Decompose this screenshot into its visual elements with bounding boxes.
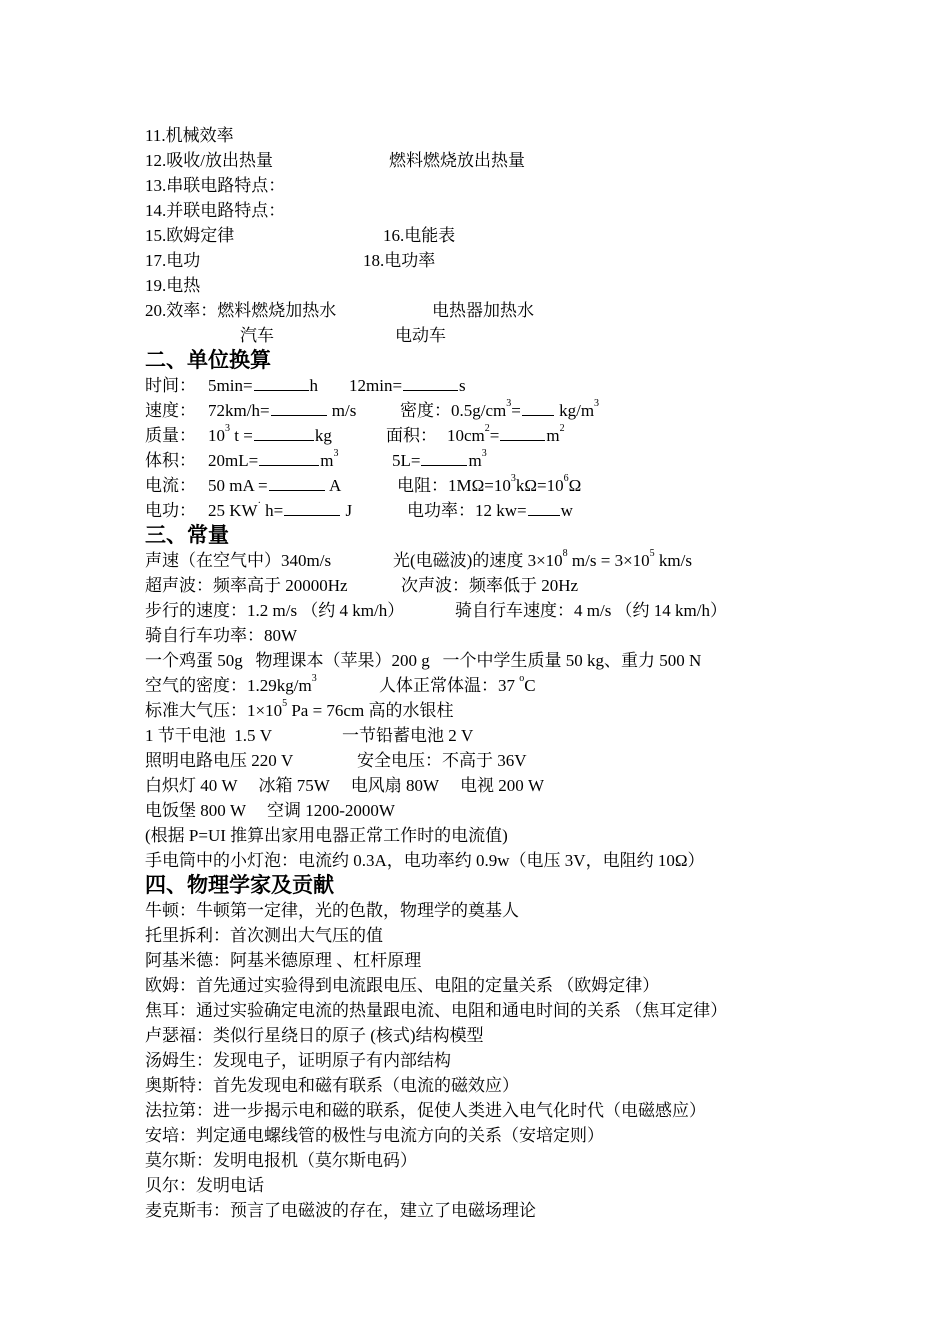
blank-field — [269, 473, 325, 491]
formula-18-text: 18.电功率 — [363, 251, 436, 270]
work-1b: h= — [260, 501, 284, 520]
constants-row-2 — [145, 573, 845, 598]
resistance-1b: kΩ=10 — [515, 476, 564, 495]
resistance-1a: 1MΩ=10 — [448, 476, 511, 495]
volume-2-unit: m — [468, 451, 482, 470]
air-density: 空气的密度：1.29kg/m — [145, 676, 312, 695]
list-item: 托里拆利：首次测出大气压的值 — [145, 926, 383, 945]
units-mass-row — [145, 423, 845, 448]
formula-20-car-text: 汽车 — [240, 326, 274, 345]
resistance-exp-2: 6 — [563, 473, 569, 484]
constants-row-11 — [145, 798, 845, 823]
density-1: 0.5g/cm — [451, 401, 507, 420]
dry-battery: 1 节干电池 1.5 V — [145, 726, 273, 745]
area-unit: m — [546, 426, 560, 445]
time-2-unit: s — [459, 376, 466, 395]
work-unit: J — [341, 501, 353, 520]
volume-label: 体积： — [145, 451, 196, 470]
body-temp: 人体正常体温：37 — [379, 676, 520, 695]
constants-row-12 — [145, 823, 845, 848]
formula-20-cont — [145, 323, 845, 348]
work-label: 电功： — [145, 501, 196, 520]
time-1: 5min= — [208, 376, 253, 395]
resistance-label: 电阻： — [397, 476, 448, 495]
power-label: 电功率： — [407, 501, 475, 520]
body-temp-unit: C — [524, 676, 536, 695]
density-label: 密度： — [400, 401, 451, 420]
resistance-1c: Ω — [568, 476, 582, 495]
constants-heading: 三、常量 — [145, 523, 229, 547]
formula-11 — [145, 123, 845, 148]
constants-row-5 — [145, 648, 845, 673]
blank-field — [403, 373, 458, 391]
volume-1: 20mL= — [208, 451, 259, 470]
density-exp: 3 — [506, 398, 512, 409]
constants-row-9 — [145, 748, 845, 773]
list-item: 安培：判定通电螺线管的极性与电流方向的关系（安培定则） — [145, 1126, 604, 1145]
light-speed-b: m/s = 3×10 — [567, 551, 650, 570]
volume-2-exp: 3 — [481, 448, 487, 459]
formula-15-text: 15.欧姆定律 — [145, 226, 235, 245]
list-item: 法拉第：进一步揭示电和磁的联系，促使人类进入电气化时代（电磁感应） — [145, 1101, 706, 1120]
document-page — [145, 123, 845, 1223]
formula-15-16 — [145, 223, 845, 248]
area-eq: = — [489, 426, 500, 445]
physicists-heading: 四、物理学家及贡献 — [145, 873, 334, 897]
constants-row-1 — [145, 548, 845, 573]
density-unit-exp: 3 — [594, 398, 600, 409]
blank-field — [528, 498, 560, 516]
formula-19 — [145, 273, 845, 298]
formula-11-text: 11.机械效率 — [145, 126, 234, 145]
blank-field — [271, 398, 327, 416]
light-speed-c: km/s — [654, 551, 692, 570]
list-item: 牛顿：牛顿第一定律，光的色散，物理学的奠基人 — [145, 901, 519, 920]
power-unit: w — [560, 501, 573, 520]
list-item: 汤姆生：发现电子，证明原子有内部结构 — [145, 1051, 451, 1070]
constants-row-6 — [145, 673, 845, 698]
mass-1: 10 — [208, 426, 225, 445]
volume-2: 5L= — [392, 451, 421, 470]
mains-voltage: 照明电路电压 220 V — [145, 751, 294, 770]
lead-battery: 一节铅蓄电池 2 V — [342, 726, 474, 745]
speed-label: 速度： — [145, 401, 196, 420]
area-1: 10cm — [447, 426, 485, 445]
units-current-row — [145, 473, 845, 498]
time-1-unit: h — [309, 376, 319, 395]
current-1: 50 mA = — [208, 476, 268, 495]
light-speed-exp-2: 5 — [649, 548, 655, 559]
blank-field — [421, 448, 467, 466]
constants-row-13 — [145, 848, 845, 873]
area-label: 面积： — [386, 426, 437, 445]
blank-field — [254, 423, 314, 441]
blank-field — [500, 423, 545, 441]
units-volume-row — [145, 448, 845, 473]
formula-19-text: 19.电热 — [145, 276, 201, 295]
formula-14-text: 14.并联电路特点： — [145, 201, 286, 220]
appliance-power-2: 电饭堡 800 W 空调 1200-2000W — [145, 801, 395, 820]
units-time-row — [145, 373, 845, 398]
cycling-speed: 骑自行车速度：4 m/s （约 14 km/h） — [455, 601, 728, 620]
list-item: 奥斯特：首先发现电和磁有联系（电流的磁效应） — [145, 1076, 519, 1095]
list-item: 莫尔斯：发明电报机（莫尔斯电码） — [145, 1151, 417, 1170]
formula-16-text: 16.电能表 — [383, 226, 456, 245]
formula-17-18 — [145, 248, 845, 273]
blank-field — [254, 373, 309, 391]
formula-13 — [145, 173, 845, 198]
time-label: 时间： — [145, 376, 196, 395]
list-item: 麦克斯韦：预言了电磁波的存在，建立了电磁场理论 — [145, 1201, 536, 1220]
power-note: (根据 P=UI 推算出家用电器正常工作时的电流值) — [145, 826, 508, 845]
density-eq: = — [511, 401, 521, 420]
ultrasound: 超声波：频率高于 20000Hz — [145, 576, 348, 595]
volume-1-unit: m — [320, 451, 334, 470]
sound-speed: 声速（在空气中）340m/s — [145, 551, 332, 570]
blank-field — [284, 498, 340, 516]
blank-field — [522, 398, 554, 416]
units-heading: 二、单位换算 — [145, 348, 271, 372]
flashlight-bulb: 手电筒中的小灯泡：电流约 0.3A，电功率约 0.9w（电压 3V，电阻约 10Ω） — [145, 851, 705, 870]
light-speed-exp-1: 8 — [562, 548, 568, 559]
time-2: 12min= — [349, 376, 403, 395]
volume-1-exp: 3 — [333, 448, 339, 459]
formula-12-fuel-text: 燃料燃烧放出热量 — [389, 151, 525, 170]
formula-17-text: 17.电功 — [145, 251, 201, 270]
units-work-row — [145, 498, 845, 523]
cycling-power: 骑自行车功率：80W — [145, 626, 298, 645]
area-unit-exp: 2 — [559, 423, 565, 434]
formula-20-ebike-text: 电动车 — [395, 326, 446, 345]
degree-mark: o — [519, 673, 525, 684]
formula-20-text: 20.效率：燃料燃烧加热水 — [145, 301, 337, 320]
atmosphere-exp: 5 — [282, 698, 288, 709]
current-unit: A — [325, 476, 342, 495]
speed-1-unit: m/s — [327, 401, 357, 420]
constants-row-3 — [145, 598, 845, 623]
units-speed-row — [145, 398, 845, 423]
constants-row-7 — [145, 698, 845, 723]
speed-1: 72km/h= — [208, 401, 270, 420]
mass-exp: 3 — [225, 423, 230, 434]
formula-20 — [145, 298, 845, 323]
density-unit: kg/m — [554, 401, 595, 420]
current-label: 电流： — [145, 476, 196, 495]
list-item: 贝尔：发明电话 — [145, 1176, 264, 1195]
formula-12 — [145, 148, 845, 173]
blank-field — [259, 448, 319, 466]
formula-20-heater-text: 电热器加热水 — [432, 301, 534, 320]
list-item: 卢瑟福：类似行星绕日的原子 (核式)结构模型 — [145, 1026, 484, 1045]
work-dot: · — [257, 498, 261, 509]
work-1: 25 KW — [208, 501, 258, 520]
air-density-exp: 3 — [311, 673, 317, 684]
mass-unit: kg — [314, 426, 332, 445]
resistance-exp-1: 3 — [510, 473, 516, 484]
list-item: 焦耳：通过实验确定电流的热量跟电流、电阻和通电时间的关系 （焦耳定律） — [145, 1001, 728, 1020]
atmosphere-a: 标准大气压：1×10 — [145, 701, 283, 720]
mass-label: 质量： — [145, 426, 196, 445]
physicists-list — [145, 898, 845, 1223]
walking-speed: 步行的速度：1.2 m/s （约 4 km/h） — [145, 601, 405, 620]
constants-row-10 — [145, 773, 845, 798]
list-item: 阿基米德：阿基米德原理 、杠杆原理 — [145, 951, 422, 970]
safe-voltage: 安全电压：不高于 36V — [357, 751, 527, 770]
constants-row-4 — [145, 623, 845, 648]
light-speed-a: 光(电磁波)的速度 3×10 — [393, 551, 563, 570]
area-exp: 2 — [484, 423, 490, 434]
atmosphere-b: Pa = 76cm 高的水银柱 — [287, 701, 454, 720]
formula-13-text: 13.串联电路特点： — [145, 176, 286, 195]
infrasound: 次声波：频率低于 20Hz — [401, 576, 579, 595]
list-item: 欧姆：首先通过实验得到电流跟电压、电阻的定量关系 （欧姆定律） — [145, 976, 660, 995]
formula-14 — [145, 198, 845, 223]
mass-1b: t = — [230, 426, 253, 445]
appliance-power-1: 白炽灯 40 W 冰箱 75W 电风扇 80W 电视 200 W — [145, 776, 545, 795]
formula-12-text: 12.吸收/放出热量 — [145, 151, 273, 170]
constants-row-8 — [145, 723, 845, 748]
power-1: 12 kw= — [475, 501, 527, 520]
mass-examples: 一个鸡蛋 50g 物理课本（苹果）200 g 一个中学生质量 50 kg、重力 500 N — [145, 651, 702, 670]
